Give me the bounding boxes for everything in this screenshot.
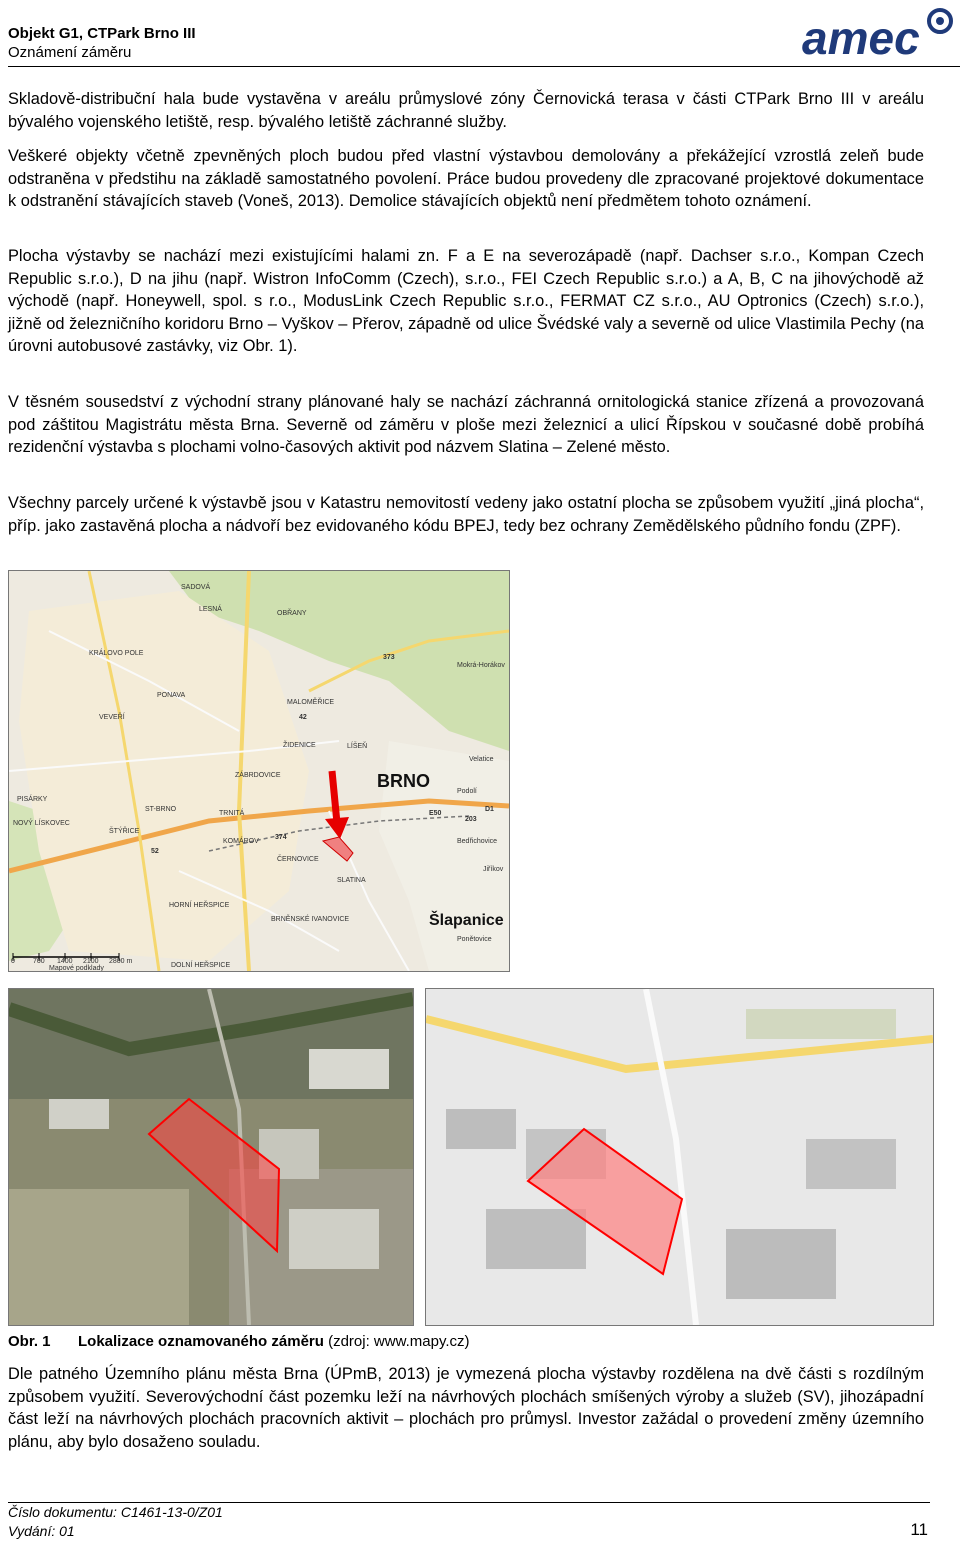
map-district-label: MALOMĚŘICE (287, 699, 335, 706)
road-number: 374 (275, 834, 287, 841)
map-district-label: Jiříkov (483, 866, 504, 873)
logo-wordmark: amec (802, 12, 920, 64)
header-title: Objekt G1, CTPark Brno III (8, 25, 196, 42)
map-district-label: HORNÍ HEŘSPICE (169, 902, 230, 909)
street-map (8, 570, 510, 972)
scale-tick-label: 2800 m (109, 958, 133, 965)
figure-number: Obr. 1 (8, 1333, 51, 1350)
scale-caption: Mapové podklady (49, 965, 104, 971)
paragraph-4: V těsném sousedství z východní strany plánované haly se nachází záchranná ornitologická stanice zřízená a provozovaná pod záštitou Magistrátu města Brna. Severně od záměru v ploše mezi železnicí a ulicí Řípskou v současné době probíhá rezidenční výstavba s plochami volno-časových aktivit pod názvem Slatina – Zelené město. (8, 393, 924, 456)
paragraph-2: Veškeré objekty včetně zpevněných ploch budou před vlastní výstavbou demolovány a překážející vzrostlá zeleň bude odstraněna v předstihu na základě samostatného povolení. Práce budou provedeny dle zpracované projektové dokumentace k odstranění stávajících staveb (Voneš, 2013). Demolice stávajících objektů není předmětem tohoto oznámení. (8, 147, 924, 210)
map-district-label: KOMÁROV (223, 838, 259, 845)
map-district-label: LÍŠEŇ (347, 743, 368, 750)
map-district-label: DOLNÍ HEŘSPICE (171, 962, 231, 969)
map-district-label: Podolí (457, 788, 477, 795)
scale-tick-label: 2100 (83, 958, 99, 965)
map-district-label: KRÁLOVO POLE (89, 650, 144, 657)
map-district-label: SADOVÁ (181, 584, 211, 591)
header-divider (8, 66, 960, 67)
map-district-label: ZÁBRDOVICE (235, 772, 281, 779)
map-district-label: ŠTÝŘICE (109, 828, 140, 835)
map-town-label: Šlapanice (429, 912, 504, 929)
footer-divider (8, 1502, 930, 1503)
figure-source: (zdroj: www.mapy.cz) (323, 1333, 470, 1350)
map-district-label: PONAVA (157, 692, 186, 699)
paragraph-6: Dle patného Územního plánu města Brna (ÚPmB, 2013) je vymezená plocha výstavby rozdělena na dvě části s rozdílným způsobem využití. Severovýchodní část pozemku leží na návrhových plochách smíšených výroby a služeb (SV), jihozápadní část leží na návrhových plochách pracovních aktivit – plochách pro průmysl. Investor zažádal o provedení změny územního plánu, aby bylo dosaženo souladu. (8, 1365, 924, 1451)
map-district-label: Mokrá-Horákov (457, 662, 505, 669)
document-header (8, 24, 196, 62)
header-subtitle: Oznámení záměru (8, 44, 132, 61)
figure-title: Lokalizace oznamovaného záměru (78, 1333, 324, 1350)
footer-doc-number: Číslo dokumentu: C1461-13-0/Z01 (8, 1504, 223, 1520)
road-number: 373 (383, 654, 395, 661)
footer-edition: Vydání: 01 (8, 1523, 75, 1539)
map-district-label: SLATINA (337, 877, 366, 884)
paragraph-3: Plocha výstavby se nachází mezi existujícími halami zn. F a E na severozápadě (např. Dachser s.r.o., Kompan Czech Republic s.r.o.), D na jihu (např. Wistron InfoComm (Czech), s.r.o., FEI Czech Republic s.r.o.) a A, B, C na jihovýchodě až východě (např. Honeywell, spol. s r.o., ModusLink Czech Republic s.r.o., FERMAT CZ s.r.o., AU Optronics (Czech) s.r.o.), jižně od železničního koridoru Brno – Vyškov – Přerov, západně od ulice Švédské valy a severně od ulice Vlastimila Pechy (na úrovni autobusové zastávky, viz Obr. 1). (8, 247, 924, 355)
scale-tick-label: 1400 (57, 958, 73, 965)
scale-tick-label: 700 (33, 958, 45, 965)
map-district-label: ŽIDENICE (283, 742, 316, 749)
satellite-photo (8, 988, 414, 1326)
map-district-label: Bedřichovice (457, 838, 498, 845)
map-district-label: NOVÝ LÍSKOVEC (13, 820, 70, 827)
road-number: D1 (485, 806, 494, 813)
map-district-label: Velatice (469, 756, 494, 763)
map-district-label: Ponětovice (457, 936, 492, 943)
figure-caption (8, 1333, 470, 1350)
map-district-label: BRNĚNSKÉ IVANOVICE (271, 916, 350, 923)
map-district-label: PISÁRKY (17, 796, 48, 803)
road-number: 203 (465, 816, 477, 823)
map-district-label: LESNÁ (199, 606, 222, 613)
page-number: 11 (910, 1520, 928, 1539)
road-number: 42 (299, 714, 307, 721)
road-number: 52 (151, 848, 159, 855)
road-number: E50 (429, 810, 442, 817)
paragraph-5: Všechny parcely určené k výstavbě jsou v Katastru nemovitostí vedeny jako ostatní plocha se způsobem využití „jiná plocha“, příp. jako zastavěná plocha a nádvoří bez evidovaného kódu BPEJ, tedy bez ochrany Zemědělského půdního fondu (ZPF). (8, 494, 924, 535)
amec-logo (800, 4, 960, 64)
map-city-label: BRNO (377, 771, 430, 791)
scale-tick-label: 0 (11, 958, 15, 965)
plan-map (425, 988, 934, 1326)
map-district-label: VEVEŘÍ (99, 714, 125, 721)
paragraph-1: Skladově-distribuční hala bude vystavěna v areálu průmyslové zóny Černovická terasa v části CTPark Brno III v areálu bývalého vojenského letiště, resp. bývalého letiště záchranné služby. (8, 90, 924, 131)
map-district-label: OBŘANY (277, 610, 307, 617)
map-district-label: TRNITÁ (219, 810, 245, 817)
map-district-label: ST-BRNO (145, 806, 177, 813)
map-district-label: ČERNOVICE (277, 856, 319, 863)
